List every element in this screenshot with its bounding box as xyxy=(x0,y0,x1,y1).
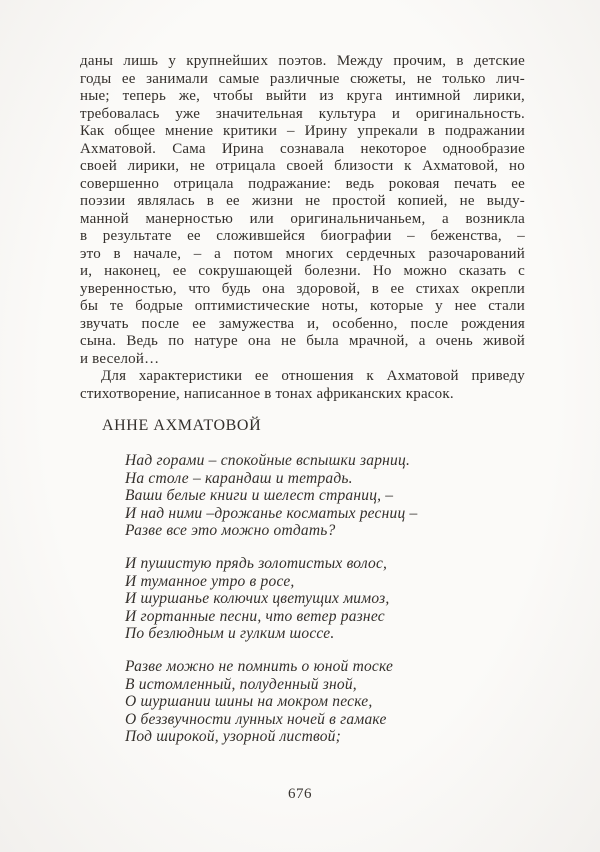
poem-line: Над горами – спокойные вспышки зарниц. xyxy=(125,452,411,469)
poem-stanza-1 xyxy=(125,452,525,540)
poem-line: Под широкой, узорной листвой; xyxy=(125,728,341,746)
text-line: манной манерностью или оригинальничаньем, а возникла xyxy=(80,210,525,227)
poem-line: И гортанные песни, что ветер разнес xyxy=(125,607,385,625)
prose-paragraph-1 xyxy=(80,53,525,368)
text-line: Ахматовой. Сама Ирина сознавала некоторое однообразие xyxy=(80,140,525,157)
poem-line: Ваши белые книги и шелест страниц, – xyxy=(125,487,394,505)
text-line: и, наконец, ее сокрушающей болезни. Но можно сказать с xyxy=(80,263,525,279)
text-line: это в начале, – а потом многих сердечных разочарований xyxy=(80,245,525,262)
poem-line: Разве можно не помнить о юной тоске xyxy=(125,657,394,675)
prose-paragraph-2 xyxy=(80,368,525,403)
text-line: звучать после ее замужества и, особенно, после рождения xyxy=(80,315,525,332)
text-line: Как общее мнение критики – Ирину упрекали в подражании xyxy=(80,123,525,139)
poem-line: Разве все это можно отдать? xyxy=(125,522,336,540)
text-line: стихотворение, написанное в тонах африканских красок. xyxy=(80,385,454,402)
poem-line: О шуршании шины на мокром песке, xyxy=(125,693,373,711)
poem-line: И пушистую прядь золотистых волос, xyxy=(125,554,388,572)
poem-title: АННЕ АХМАТОВОЙ xyxy=(102,417,262,434)
poem-line: По безлюдным и гулким шоссе. xyxy=(125,625,335,643)
text-line: даны лишь у крупнейших поэтов. Между прочим, в детские xyxy=(80,53,525,69)
text-line: бы те бодрые оптимистические ноты, которые у нее стали xyxy=(80,298,525,314)
poem-line: В истомленный, полуденный зной, xyxy=(125,675,357,693)
text-line: Для характеристики ее отношения к Ахматовой приведу xyxy=(101,368,525,384)
text-line: своей лирики, не отрицала своей близости к Ахматовой, но xyxy=(80,158,525,174)
text-line: требовалась уже значительная культура и оригинальность. xyxy=(80,105,525,122)
poem-stanza-3 xyxy=(125,658,525,746)
poem-line: О беззвучности лунных ночей в гамаке xyxy=(125,710,387,728)
text-line: ные; теперь же, чтобы выйти из круга интимной лирики, xyxy=(80,88,525,104)
poem-stanza-2 xyxy=(125,555,525,643)
text-line: совершенно отрицала подражание: ведь роковая печать ее xyxy=(80,175,525,192)
text-line: сына. Ведь по натуре она не была мрачной, а очень живой xyxy=(80,333,525,349)
poem-line: И туманное утро в росе, xyxy=(125,572,295,590)
poem-line: На столе – карандаш и тетрадь. xyxy=(125,469,353,487)
page-number: 676 xyxy=(288,786,312,802)
text-line: и веселой… xyxy=(80,350,160,367)
text-line: уверенностью, что будь она здоровой, в ее стихах окрепли xyxy=(80,280,525,297)
text-line: в результате ее сложившейся биографии – беженства, – xyxy=(80,228,525,244)
poem-line: И над ними –дрожанье косматых ресниц – xyxy=(125,504,418,522)
poem-line: И шуршанье колючих цветущих мимоз, xyxy=(125,590,390,608)
text-line: поэзии являлась в ее жизни не простой копией, не выду- xyxy=(80,193,525,209)
text-line: годы ее занимали самые различные сюжеты, не только лич- xyxy=(80,70,525,87)
text-block xyxy=(80,53,525,761)
poem xyxy=(125,452,525,746)
